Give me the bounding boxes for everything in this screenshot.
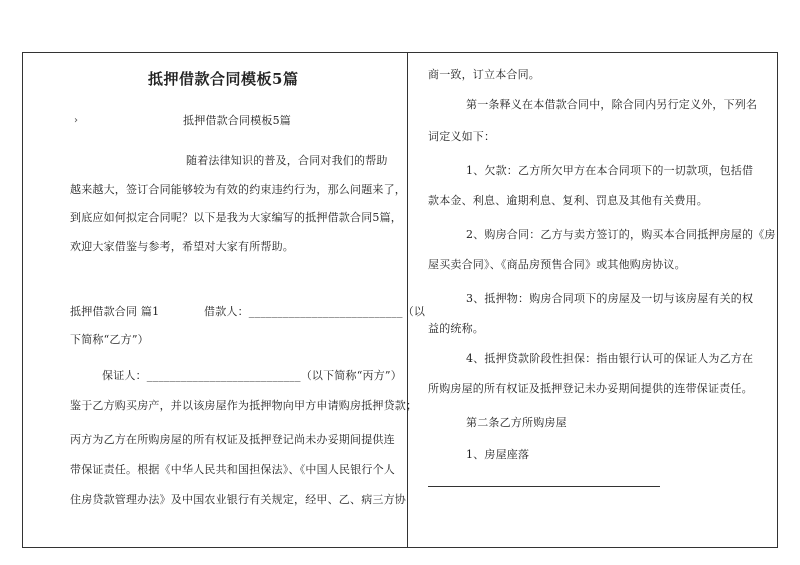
right-line-3: 词定义如下： (428, 130, 496, 143)
document-subtitle: 抵押借款合同模板5篇 (183, 114, 291, 127)
right-line-10: 4、抵押贷款阶段性担保：指由银行认可的保证人为乙方在 (466, 352, 754, 365)
right-line-13: 1、房屋座落 (466, 448, 530, 461)
contract-label: 抵押借款合同 篇1 (70, 305, 160, 318)
right-line-1: 商一致，订立本合同。 (428, 68, 540, 81)
right-line-4: 1、欠款：乙方所欠甲方在本合同项下的一切款项，包括借 (466, 164, 754, 177)
borrower-line: 借款人：___________________________（以 (204, 305, 426, 318)
right-line-11: 所购房屋的所有权证及抵押登记未办妥期间提供的连带保证责任。 (428, 382, 753, 395)
right-line-12: 第二条乙方所购房屋 (466, 416, 567, 429)
chevron-right-icon: › (74, 115, 79, 126)
intro-line-3: 到底应如何拟定合同呢？以下是我为大家编写的抵押借款合同5篇， (70, 211, 402, 224)
body-line-3: 带保证责任。根据《中华人民共和国担保法》、《中国人民银行个人 (70, 463, 395, 476)
column-divider (407, 52, 408, 548)
intro-line-2: 越来越大，签订合同能够较为有效的约束违约行为，那么问题来了， (70, 183, 406, 196)
right-line-6: 2、购房合同：乙方与卖方签订的，购买本合同抵押房屋的《房 (466, 228, 776, 241)
right-line-9: 益的统称。 (428, 322, 484, 335)
right-line-5: 款本金、利息、逾期利息、复利、罚息及其他有关费用。 (428, 194, 708, 207)
address-blank-line (428, 486, 660, 487)
intro-line-4: 欢迎大家借鉴与参考，希望对大家有所帮助。 (70, 240, 294, 253)
right-line-8: 3、抵押物：购房合同项下的房屋及一切与该房屋有关的权 (466, 292, 754, 305)
right-line-7: 屋买卖合同》、《商品房预售合同》或其他购房协议。 (428, 258, 686, 271)
right-line-2: 第一条释义在本借款合同中，除合同内另行定义外，下列名 (466, 98, 758, 111)
body-line-4: 住房贷款管理办法》及中国农业银行有关规定，经甲、乙、病三方协 (70, 493, 406, 506)
guarantor-line: 保证人：___________________________（以下简称“丙方”） (102, 369, 402, 382)
borrower-line-cont: 下简称“乙方”） (70, 333, 149, 346)
body-line-1: 鉴于乙方购买房产，并以该房屋作为抵押物向甲方申请购房抵押贷款； (70, 399, 418, 412)
intro-line-1: 随着法律知识的普及，合同对我们的帮助 (186, 154, 388, 167)
document-title: 抵押借款合同模板5篇 (148, 70, 299, 88)
body-line-2: 丙方为乙方在所购房屋的所有权证及抵押登记尚未办妥期间提供连 (70, 433, 395, 446)
